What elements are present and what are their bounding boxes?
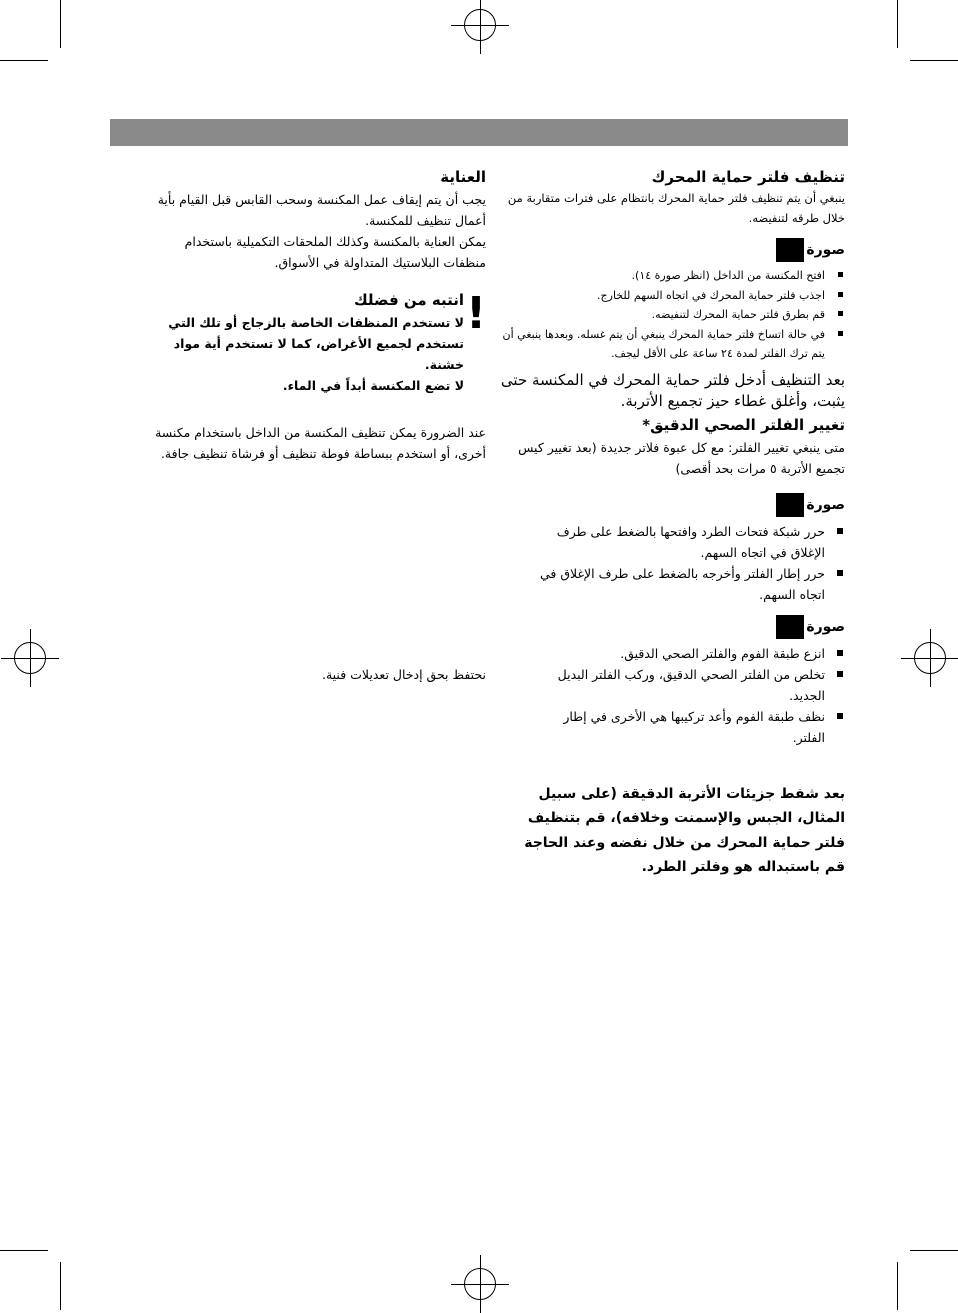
list-item: حرر شبكة فتحات الطرد وافتحها بالضغط على طرف الإغلاق في اتجاه السهم. (530, 521, 845, 563)
crop-mark (910, 60, 958, 61)
fine-filter-steps-2 (530, 643, 845, 748)
figure-number-box (776, 615, 804, 639)
crop-mark (897, 0, 898, 48)
figure-number-box (776, 238, 804, 262)
care-paragraph: يجب أن يتم إيقاف عمل المكنسة وسحب القابس قبل القيام بأية أعمال تنظيف للمكنسة. (157, 192, 486, 228)
crop-mark (60, 1262, 61, 1310)
fine-dust-note: بعد شفط جزيئات الأتربة الدقيقة (على سبيل المثال، الجبس والإسمنت وخلافه)، قم بتنظيف فلتر حماية المحرك من خلال نفضه وعند الحاجة قم باستبداله هو وفلتر الطرد. (524, 785, 845, 875)
list-item: قم بطرق فلتر حماية المحرك لتنفيضه. (500, 305, 845, 325)
list-item: افتح المكنسة من الداخل (انظر صورة ١٤). (500, 266, 845, 286)
technical-notice: نحتفظ بحق إدخال تعديلات فنية. (321, 667, 486, 682)
motor-filter-title: تنظيف فلتر حماية المحرك (651, 168, 845, 186)
warning-title: انتبه من فضلك (353, 291, 464, 309)
fine-filter-intro: متى ينبغي تغيير الفلتر: مع كل عبوة فلاتر جديدة (بعد تغيير كيس تجميع الأتربة ٥ مرات بحد أقصى) (518, 439, 845, 476)
list-item: انزع طبقة الفوم والفلتر الصحي الدقيق. (530, 643, 845, 664)
figure-label (500, 615, 845, 639)
list-item: اجذب فلتر حماية المحرك في اتجاه السهم للخارج. (500, 286, 845, 306)
crop-mark (60, 0, 61, 48)
left-column (150, 168, 486, 685)
registration-mark-icon (914, 642, 946, 674)
crop-mark (897, 1262, 898, 1310)
care-paragraph: يمكن العناية بالمكنسة وكذلك الملحقات التكميلية باستخدام منظفات البلاستيك المتداولة في الأسواق. (184, 234, 486, 270)
figure-label-text: صورة (806, 496, 845, 513)
figure-label (500, 493, 845, 517)
figure-label-text: صورة (806, 618, 845, 635)
crop-mark (0, 1250, 48, 1251)
warning-text: لا تستخدم المنظفات الخاصة بالزجاج أو تلك التي تستخدم لجميع الأغراض، كما لا تستخدم أية مواد خشنة. (168, 315, 464, 372)
registration-mark-icon (14, 642, 46, 674)
list-item: في حالة اتساخ فلتر حماية المحرك ينبغي أن يتم غسله. وبعدها ينبغي أن يتم ترك الفلتر لمدة ٢٤ ساعة على الأقل ليجف. (500, 325, 845, 364)
warning-text: لا تضع المكنسة أبداً في الماء. (282, 378, 464, 393)
list-item: تخلص من الفلتر الصحي الدقيق، وركب الفلتر البديل الجديد. (530, 664, 845, 706)
figure-number-box (776, 493, 804, 517)
inside-cleaning-text: عند الضرورة يمكن تنظيف المكنسة من الداخل باستخدام مكنسة أخرى، أو استخدم ببساطة فوطة تنظيف أو فرشاة تنظيف جافة. (155, 425, 486, 461)
fine-filter-steps-1 (530, 521, 845, 605)
fine-filter-title: تغيير الفلتر الصحي الدقيق* (642, 415, 845, 434)
list-item: نظف طبقة الفوم وأعد تركيبها هي الأخرى في إطار الفلتر. (530, 706, 845, 748)
care-title: العناية (440, 168, 486, 186)
motor-filter-intro: ينبغي أن يتم تنظيف فلتر حماية المحرك بانتظام على فترات متقاربة من خلال طرقه لتنفيضه. (507, 191, 845, 225)
motor-filter-steps (500, 266, 845, 364)
registration-mark-icon (464, 9, 496, 41)
crop-mark (0, 60, 48, 61)
list-item: حرر إطار الفلتر وأخرجه بالضغط على طرف الإغلاق في اتجاه السهم. (530, 563, 845, 605)
registration-mark-icon (464, 1268, 496, 1300)
header-bar (110, 119, 848, 146)
figure-label (500, 238, 845, 262)
right-column (500, 168, 845, 880)
motor-filter-after: بعد التنظيف أدخل فلتر حماية المحرك في المكنسة حتى يثبت، وأغلق غطاء حيز تجميع الأتربة. (500, 370, 845, 410)
warning-icon: ! (466, 288, 487, 339)
figure-label-text: صورة (806, 242, 845, 258)
crop-mark (910, 1250, 958, 1251)
